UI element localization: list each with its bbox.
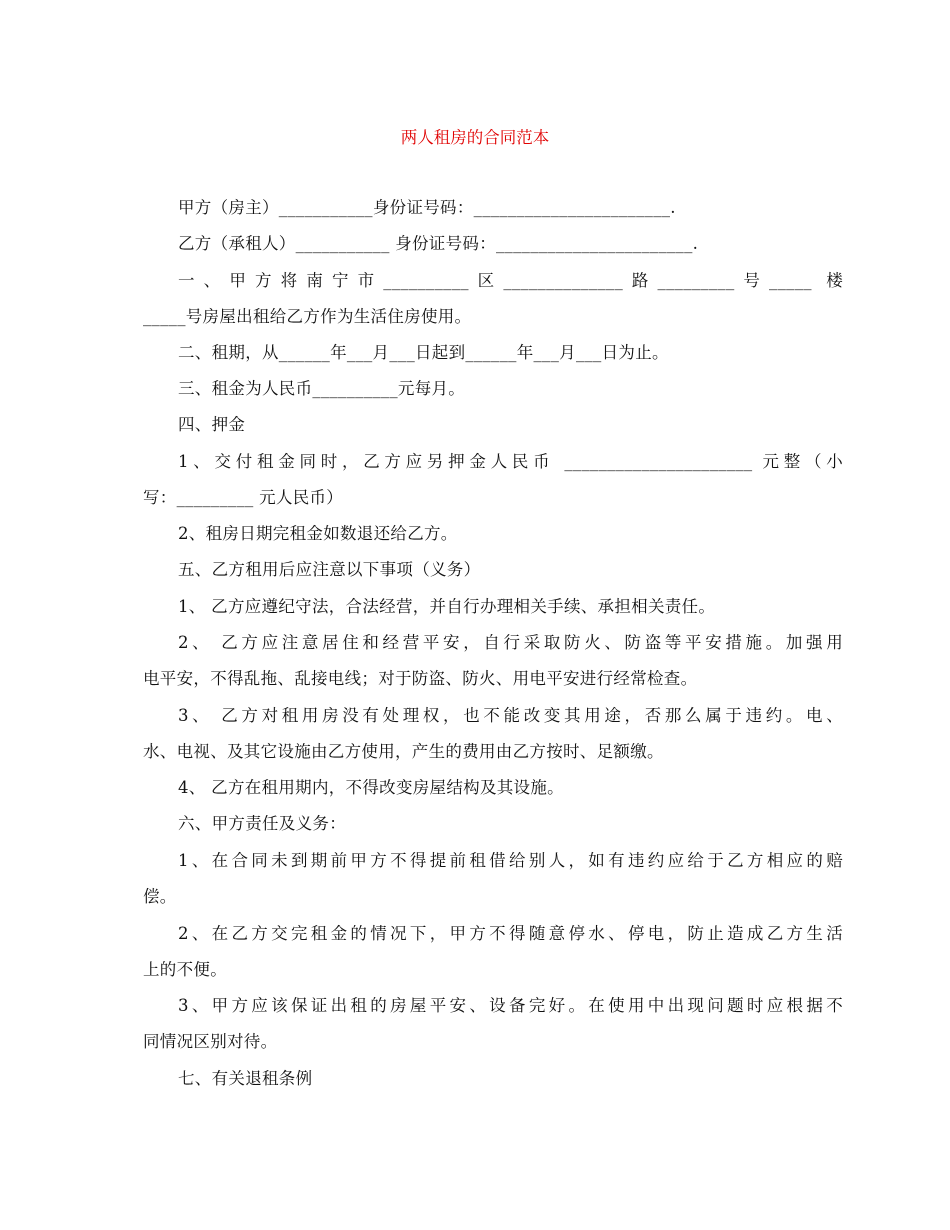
deposit-item-2: 2、租房日期完租金如数退还给乙方。 [178,524,458,543]
obligation-item-1: 1、 乙方应遵纪守法，合法经营，并自行办理相关手续、承担相关责任。 [178,597,716,616]
document-title: 两人租房的合同范本 [400,128,550,147]
clause-4-heading: 四、押金 [178,415,246,434]
clause-1-continuation: _____号房屋出租给乙方作为生活住房使用。 [143,307,472,326]
clause-3-line: 三、租金为人民币__________元每月。 [178,379,466,398]
responsibility-item-3-continuation: 同情况区别对待。 [143,1032,278,1051]
responsibility-item-1: 1、在合同未到期前甲方不得提前租借给别人，如有违约应给于乙方相应的赔 [178,851,843,870]
obligation-item-2: 2、 乙方应注意居住和经营平安，自行采取防火、防盗等平安措施。加强用 [178,633,843,652]
obligation-item-4: 4、 乙方在租用期内，不得改变房屋结构及其设施。 [178,778,564,797]
responsibility-item-2: 2、在乙方交完租金的情况下，甲方不得随意停水、停电，防止造成乙方生活 [178,924,843,943]
obligation-item-3-continuation: 水、电视、及其它设施由乙方使用，产生的费用由乙方按时、足额缴。 [143,742,664,761]
party-a-line: 甲方（房主）___________身份证号码：_______________________. [178,198,676,217]
responsibility-item-3: 3、甲方应该保证出租的房屋平安、设备完好。在使用中出现问题时应根据不 [178,996,843,1015]
responsibility-item-1-continuation: 偿。 [143,887,177,906]
clause-6-heading: 六、甲方责任及义务： [178,814,346,833]
obligation-item-2-continuation: 电平安，不得乱拖、乱接电线；对于防盗、防火、用电平安进行经常检查。 [143,669,698,688]
responsibility-item-2-continuation: 上的不便。 [143,960,227,979]
clause-5-heading: 五、乙方租用后应注意以下事项（义务） [178,560,481,579]
obligation-item-3: 3、 乙方对租用房没有处理权，也不能改变其用途，否那么属于违约。电、 [178,706,843,725]
clause-1-line: 一、甲方将南宁市__________区______________路_________号_____ 楼 [178,271,843,290]
party-b-line: 乙方（承租人）___________ 身份证号码：_______________________. [178,234,699,253]
deposit-item-1-continuation: 写：_________ 元人民币） [143,488,344,507]
clause-7-heading: 七、有关退租条例 [178,1069,313,1088]
deposit-item-1: 1、交付租金同时，乙方应另押金人民币 ______________________ 元整（小 [178,452,843,471]
clause-2-line: 二、租期，从______年___月___日起到______年___月___日为止。 [178,343,669,362]
